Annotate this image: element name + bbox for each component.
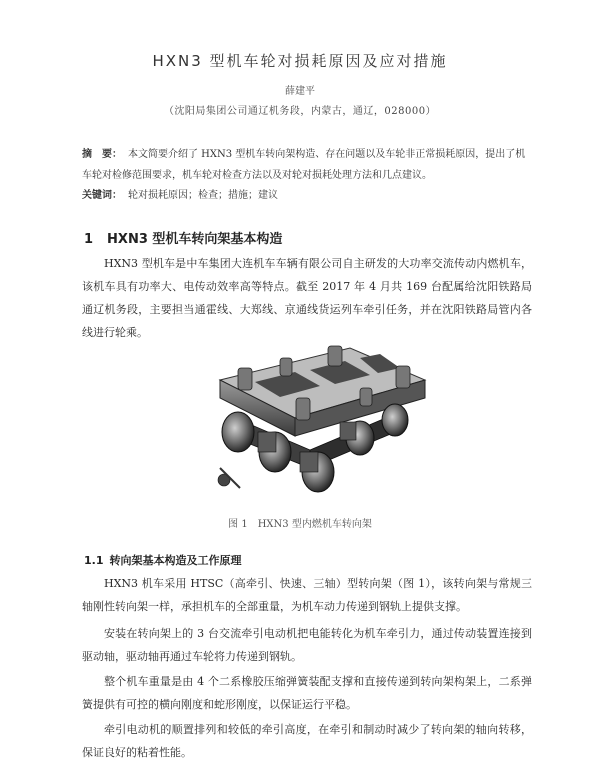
- keywords-label: 关键词：: [82, 190, 122, 201]
- keywords: [82, 186, 530, 201]
- abstract-text: 本文简要介绍了 HXN3 型机车转向架构造、存在问题以及车轮非正常损耗原因，提出了机车轮对检修范围要求，机车轮对检查方法以及对轮对损耗处理方法和几点建议。: [82, 149, 526, 181]
- figure-caption: 图 1 HXN3 型内燃机车转向架: [228, 519, 372, 530]
- abstract-label: 摘 要：: [82, 149, 122, 160]
- section-1-1-title: 转向架基本构造及工作原理: [109, 554, 242, 567]
- section-1-paragraph: HXN3 型机车是中车集团大连机车车辆有限公司自主研发的大功率交流传动内燃机车，该机车具有功率大、电传动效率高等特点。截至 2017 年 4 月共 169 台配属给沈阳铁路局通辽机务段，主要担当通霍线、大郑线、京通线货运列车牵引任务，并在沈阳铁路局管内各线进行轮乘。: [82, 257, 532, 339]
- bogie-figure-image: [200, 340, 430, 505]
- section-1-1-paragraph-4: 牵引电动机的顺置排列和较低的牵引高度，在牵引和制动时减少了转向架的轴向转移，保证良好的粘着性能。: [82, 723, 532, 759]
- author-affiliation: （沈阳局集团公司通辽机务段，内蒙古，通辽，028000）: [163, 106, 437, 117]
- section-1-1-paragraph-1: HXN3 机车采用 HTSC（高牵引、快速、三轴）型转向架（图 1），该转向架与常规三轴刚性转向架一样，承担机车的全部重量，为机车动力传递到钢轨上提供支撑。: [82, 577, 532, 613]
- section-1-1-paragraph-3: 整个机车重量是由 4 个二系橡胶压缩弹簧装配支撑和直接传递到转向架构架上，二系弹簧提供有可控的横向刚度和蛇形刚度，以保证运行平稳。: [82, 675, 532, 711]
- section-1-1-paragraph-2: 安装在转向架上的 3 台交流牵引电动机把电能转化为机车牵引力，通过传动装置连接到驱动轴，驱动轴再通过车轮将力传递到钢轨。: [82, 627, 532, 663]
- section-1-1-heading: [84, 552, 242, 568]
- bogie-illustration: [200, 340, 430, 505]
- keywords-text: 轮对损耗原因；检查；措施；建议: [128, 190, 278, 201]
- section-1-title: HXN3 型机车转向架基本构造: [107, 232, 283, 247]
- author-name: 薛建平: [285, 86, 315, 97]
- section-1-1-number: 1.1: [84, 554, 104, 567]
- paper-title: HXN3 型机车轮对损耗原因及应对措施: [152, 52, 448, 70]
- section-1-number: 1: [84, 232, 94, 247]
- section-1-heading: [84, 228, 282, 247]
- abstract: [82, 144, 530, 186]
